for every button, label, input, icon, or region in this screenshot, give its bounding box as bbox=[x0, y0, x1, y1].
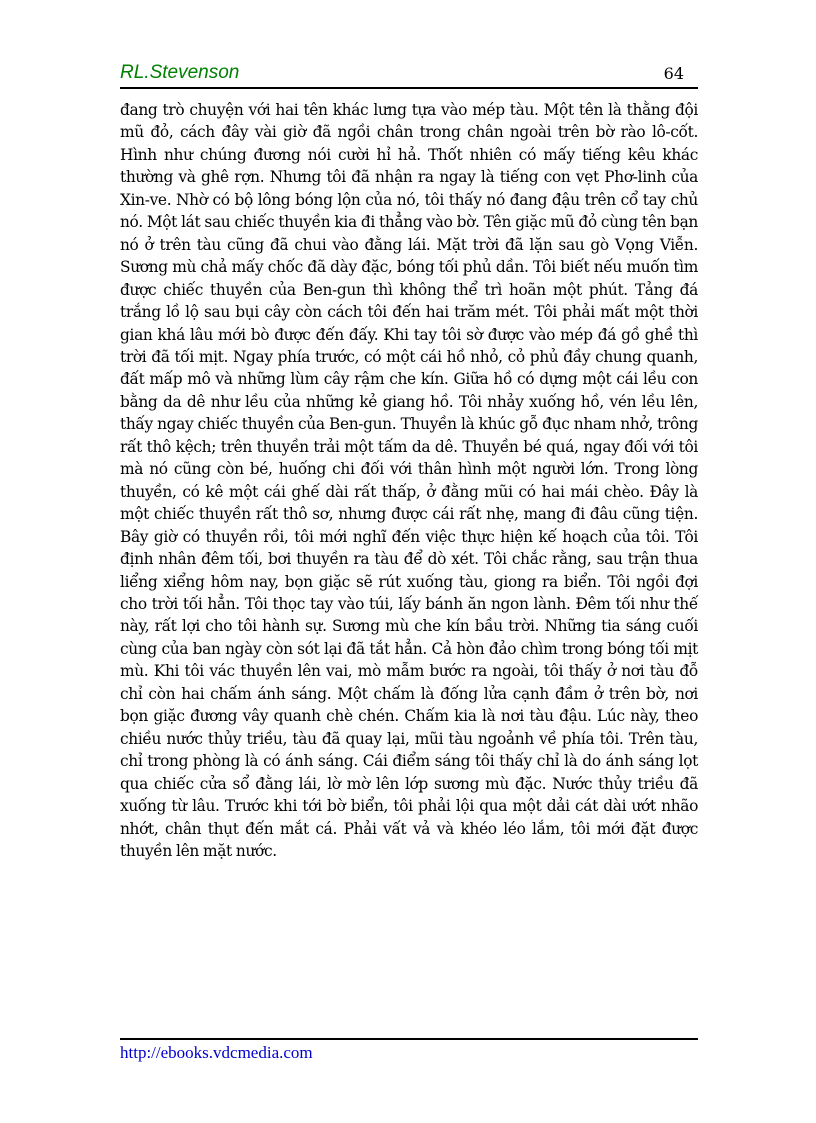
footer-divider bbox=[120, 1038, 698, 1040]
body-paragraph: đang trò chuyện với hai tên khác lưng tựa vào mép tàu. Một tên là thằng đội mũ đỏ, cách đây vài giờ đã ngồi chân trong chân ngoài trên bờ rào lô-cốt. Hình như chúng đương nói cười hỉ hả. Thốt nhiên có mấy tiếng kêu khác thường và ghê rợn. Nhưng tôi đã nhận ra ngay là tiếng con vẹt Phơ-linh của Xin-ve. Nhờ có bộ lông bóng lộn của nó, tôi thấy nó đang đậu trên cổ tay chủ nó. Một lát sau chiếc thuyền kia đi thẳng vào bờ. Tên giặc mũ đỏ cùng tên bạn nó ở trên tàu cũng đã chui vào đằng lái. Mặt trời đã lặn sau gò Vọng Viễn. Sương mù chả mấy chốc đã dày đặc, bóng tối phủ dần. Tôi biết nếu muốn tìm được chiếc thuyền của Ben-gun thì không thể trì hoãn một phút. Tảng đá trắng lồ lộ sau bụi cây còn cách tôi đến hai trăm mét. Tôi phải mất một thời gian khá lâu mới bò được đến đấy. Khi tay tôi sờ được vào mép đá gồ ghề thì trời đã tối mịt. Ngay phía trước, có một cái hồ nhỏ, cỏ phủ đầy chung quanh, đất mấp mô và những lùm cây rậm che kín. Giữa hồ có dựng một cái lều con bằng da dê như lều của những kẻ giang hồ. Tôi nhảy xuống hồ, vén lều lên, thấy ngay chiếc thuyền của Ben-gun. Thuyền là khúc gỗ đục nham nhở, trông rất thô kệch; trên thuyền trải một tấm da dê. Thuyền bé quá, ngay đối với tôi mà nó cũng còn bé, huống chi đối với thân hình một người lớn. Trong lòng thuyền, có kê một cái ghế dài rất thấp, ở đằng mũi có hai mái chèo. Đây là một chiếc thuyền rất thô sơ, nhưng được cái rất nhẹ, mang đi đâu cũng tiện. Bây giờ có thuyền rồi, tôi mới nghĩ đến việc thực hiện kế hoạch của tôi. Tôi định nhân đêm tối, bơi thuyền ra tàu để dò xét. Tôi chắc rằng, sau trận thua liểng xiểng hôm nay, bọn giặc sẽ rút xuống tàu, giong ra biển. Tôi ngồi đợi cho trời tối hẳn. Tôi thọc tay vào túi, lấy bánh ăn ngon lành. Đêm tối như thế này, rất lợi cho tôi hành sự. Sương mù che kín bầu trời. Những tia sáng cuối cùng của ban ngày còn sót lại đã tắt hẳn. Cả hòn đảo chìm trong bóng tối mịt mù. Khi tôi vác thuyền lên vai, mò mẫm bước ra ngoài, tôi thấy ở nơi tàu đỗ chỉ còn hai chấm ánh sáng. Một chấm là đống lửa cạnh đầm ở trên bờ, nơi bọn giặc đương vây quanh chè chén. Chấm kia là nơi tàu đậu. Lúc này, theo chiều nước thủy triều, tàu đã quay lại, mũi tàu ngoảnh về phía tôi. Trên tàu, chỉ trong phòng là có ánh sáng. Cái điểm sáng tôi thấy chỉ là do ánh sáng lọt qua chiếc cửa sổ đằng lái, lờ mờ lên lớp sương mù đặc. Nước thủy triều đã xuống từ lâu. Trước khi tới bờ biển, tôi phải lội qua một dải cát dài ướt nhão nhớt, chân thụt đến mắt cá. Phải vất vả và khéo léo lắm, tôi mới đặt được thuyền lên mặt nước. bbox=[120, 101, 698, 860]
page-header bbox=[120, 62, 698, 88]
author-name: RL.Stevenson bbox=[120, 62, 240, 83]
page-number: 64 bbox=[663, 64, 684, 83]
footer-url-link[interactable]: http://ebooks.vdcmedia.com bbox=[120, 1043, 313, 1062]
header-divider bbox=[120, 87, 698, 89]
